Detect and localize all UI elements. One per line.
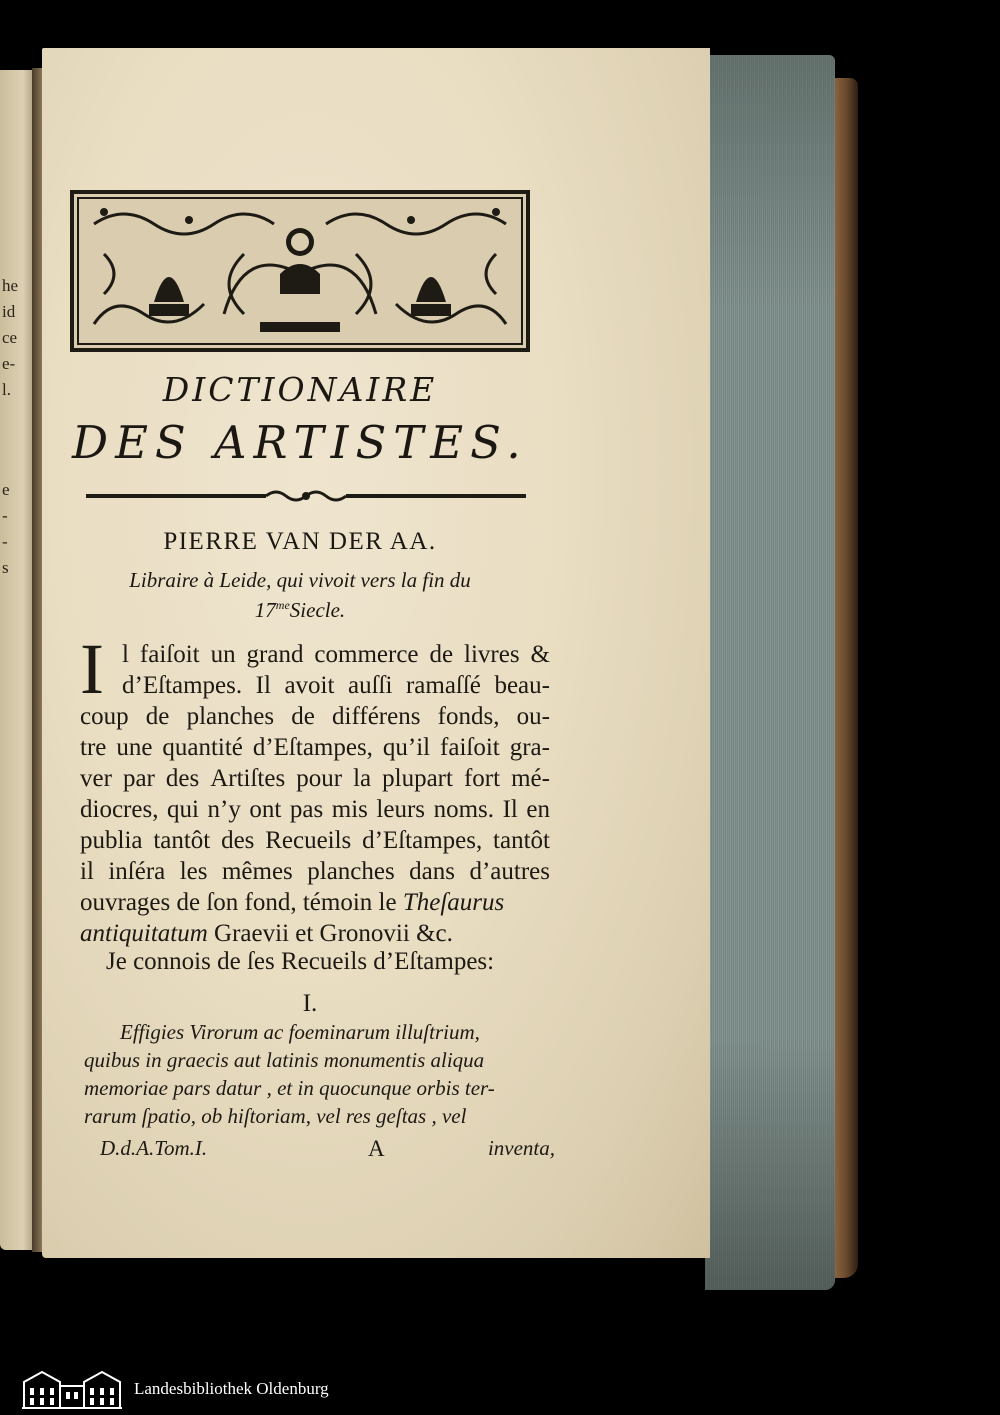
- baroque-ornament-icon: [70, 190, 530, 352]
- body-line: l faiſoit un grand commerce de livres &: [122, 641, 550, 668]
- decorative-rule-icon: [86, 486, 526, 506]
- signature-mark: D.d.A.Tom.I.: [100, 1136, 208, 1160]
- body-line: diocres, qui n’y ont pas mis leurs noms. Il en: [80, 796, 550, 823]
- left-page-fragment: s: [2, 558, 9, 577]
- latin-line: quibus in graecis aut latinis monumentis aliqua: [84, 1048, 485, 1072]
- latin-title: [84, 1018, 552, 1130]
- body-line: il inſéra les mêmes planches dans d’autres: [80, 858, 550, 885]
- body-line: d’Eſtampes. Il avoit auſſi ramaſſé beau-: [122, 672, 550, 699]
- left-page-fragment: id: [2, 302, 16, 321]
- entry-subtitle-line-1: Libraire à Leide, qui vivoit vers la fin du: [129, 568, 471, 592]
- library-banner: [0, 1362, 1000, 1415]
- left-page-fragment: e-: [2, 354, 16, 373]
- entry-subtitle-line-2: [70, 598, 530, 623]
- section-numeral: I.: [302, 990, 318, 1017]
- left-page-fragment: e: [2, 480, 10, 499]
- gathering-letter: A: [368, 1136, 385, 1161]
- body-paragraph: [80, 701, 550, 949]
- body-line: publia tantôt des Recueils d’Eſtampes, tantôt: [80, 827, 550, 854]
- page-block-edges: [705, 55, 835, 1290]
- body-line: [80, 887, 550, 918]
- body-line: [80, 918, 550, 949]
- latin-line: memoriae pars datur , et in quocunque orbis ter-: [84, 1076, 495, 1100]
- latin-line: rarum ſpatio, ob hiſtoriam, vel res geſtas , vel: [84, 1104, 467, 1128]
- century-number: 17: [254, 598, 276, 622]
- body-line: coup de planches de différens fonds, ou-: [80, 703, 550, 730]
- body-line: ver par des Artiſtes pour la plupart fort mé-: [80, 765, 550, 792]
- left-page-fragment: he: [2, 276, 19, 295]
- library-name: Landesbibliothek Oldenburg: [134, 1379, 329, 1398]
- century-superscript: me: [275, 598, 290, 612]
- recueils-intro: Je connois de ſes Recueils d’Eſtampes:: [106, 948, 495, 975]
- century-word: Siecle.: [289, 598, 346, 622]
- catchword: inventa,: [487, 1136, 555, 1160]
- left-page-fragment: ce: [2, 328, 18, 347]
- body-text: Graevii et Gronovii &c.: [207, 920, 453, 947]
- left-page-fragment: l.: [2, 380, 11, 399]
- latin-line: Effigies Virorum ac foeminarum illuſtrium,: [120, 1020, 480, 1044]
- title-line-1: DICTIONAIRE: [162, 370, 438, 409]
- left-page-fragment: -: [2, 506, 8, 525]
- library-building-logo-icon: [22, 1368, 122, 1410]
- body-italic-text: antiquitatum: [80, 920, 208, 947]
- entry-heading: PIERRE VAN DER AA.: [163, 528, 437, 555]
- left-page-fragment: -: [2, 532, 8, 551]
- body-italic-text: Theſaurus: [402, 889, 505, 916]
- body-line: tre une quantité d’Eſtampes, qu’il faiſoit gra-: [80, 734, 550, 761]
- body-text: ouvrages de ſon fond, témoin le: [80, 889, 403, 916]
- body-paragraph-top: [122, 639, 550, 701]
- title-line-2: DES ARTISTES.: [72, 416, 528, 469]
- drop-cap: I: [80, 629, 104, 709]
